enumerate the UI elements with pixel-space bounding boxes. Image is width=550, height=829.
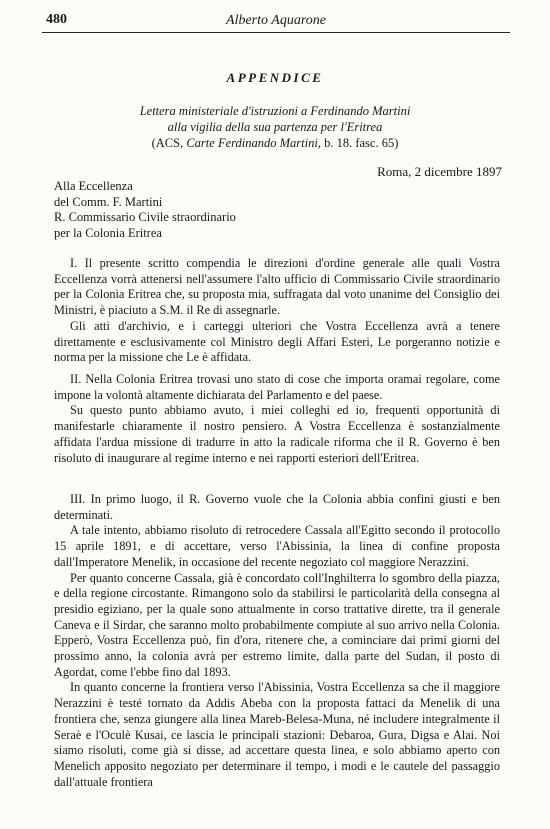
subtitle-line-1: Lettera ministeriale d'istruzioni a Ferdinando Martini — [139, 104, 411, 118]
paragraph: I. Il presente scritto compendia le direzioni d'ordine generale alle quali Vostra Eccellenza vorrà attenersi nell'assumere l'alto ufficio di Commissario Civile straordinario per la Colonia Eritrea che, su proposta mia, suffragata dal voto unanime del Consiglio dei Ministri, è piaciuto a S.M. il Re di assegnarle. — [54, 256, 500, 318]
source-prefix: (ACS, — [151, 136, 187, 150]
running-head-author: Alberto Aquarone — [226, 13, 326, 28]
paragraph: Su questo punto abbiamo avuto, i miei colleghi ed io, frequenti opportunità di manifestarle chiaramente il nostro pensiero. A Vostra Eccellenza è sostanzialmente affidata l'ardua missione di tradurre in atto la radicale riforma che il R. Governo è ben risoluto di inaugurare al regime interno e nei rapporti esteriori dell'Eritrea. — [54, 403, 500, 465]
section-2 — [54, 372, 500, 466]
paragraph: Gli atti d'archivio, e i carteggi ulteriori che Vostra Eccellenza avrà a tenere direttamente e esclusivamente col Ministro degli Affari Esteri, Le porgeranno notizie e norma per la missione che Le è affidata. — [54, 318, 500, 365]
page-number: 480 — [46, 12, 67, 27]
source-reference — [60, 135, 490, 151]
source-suffix: , b. 18. fasc. 65) — [317, 136, 399, 150]
section-1 — [54, 256, 500, 366]
address-line: per la Colonia Eritrea — [54, 225, 162, 240]
source-collection: Carte Ferdinando Martini — [186, 136, 318, 150]
address-line: del Comm. F. Martini — [54, 194, 163, 209]
address-block — [54, 179, 236, 241]
paragraph: A tale intento, abbiamo risoluto di retrocedere Cassala all'Egitto secondo il protocollo 15 aprile 1891, e di accettare, verso l'Abissinia, la linea di confine proposta dall'Imperatore Menelik, in occasione del recente negoziato col maggiore Nerazzini. — [54, 523, 500, 569]
paragraph: Per quanto concerne Cassala, già è concordato coll'Inghilterra lo sgombro della piazza, e della regione circostante. Rimangono solo da stabilirsi le particolarità della consegna al presidio egiziano, per la quale sono attualmente in corso trattative dirette, tra il generale Caneva e il Sirdar, che saranno molto probabilmente compiute al suo arrivo nella Colonia. Epperò, Vostra Eccellenza può, fin d'ora, ritenere che, a cominciare dai primi giorni del prossimo anno, la colonia avrà per estremo limite, dalla parte del Sudan, il posto di Agordat, come l'ebbe fino dal 1893. — [54, 570, 500, 679]
subtitle-line-2: alla vigilia della sua partenza per l'Eritrea — [167, 120, 383, 134]
running-head — [42, 12, 510, 33]
paragraph: II. Nella Colonia Eritrea trovasi uno stato di cose che importa oramai regolare, come impone la volontà altamente dichiarata del Parlamento e del paese. — [54, 372, 500, 402]
paragraph: In quanto concerne la frontiera verso l'Abissinia, Vostra Eccellenza sa che il maggiore Nerazzini è testé tornato da Addis Abeba con la proposta fattaci da Menelik di una frontiera che, senza giungere alla linea Mareb-Belesa-Muna, né includere integralmente il Seraè e l'Oculè Kusai, ce lascia le principali stazioni: Debaroa, Gura, Digsa e Alai. Noi siamo risoluti, come già si disse, ad accettare questa linea, e solo abbiamo aperto con Menelich apposito negoziato per determinare il tempo, i modi e le cautele del passaggio dall'attuale frontiera — [54, 680, 500, 789]
dateline: Roma, 2 dicembre 1897 — [377, 164, 502, 179]
address-line: Alla Eccellenza — [54, 179, 133, 193]
appendix-title: APPENDICE — [226, 70, 324, 85]
section-3 — [54, 492, 500, 790]
paragraph: III. In primo luogo, il R. Governo vuole che la Colonia abbia confini giusti e ben determinati. — [54, 492, 500, 522]
address-line: R. Commissario Civile straordinario — [54, 210, 236, 224]
letter-subtitle — [60, 103, 490, 151]
